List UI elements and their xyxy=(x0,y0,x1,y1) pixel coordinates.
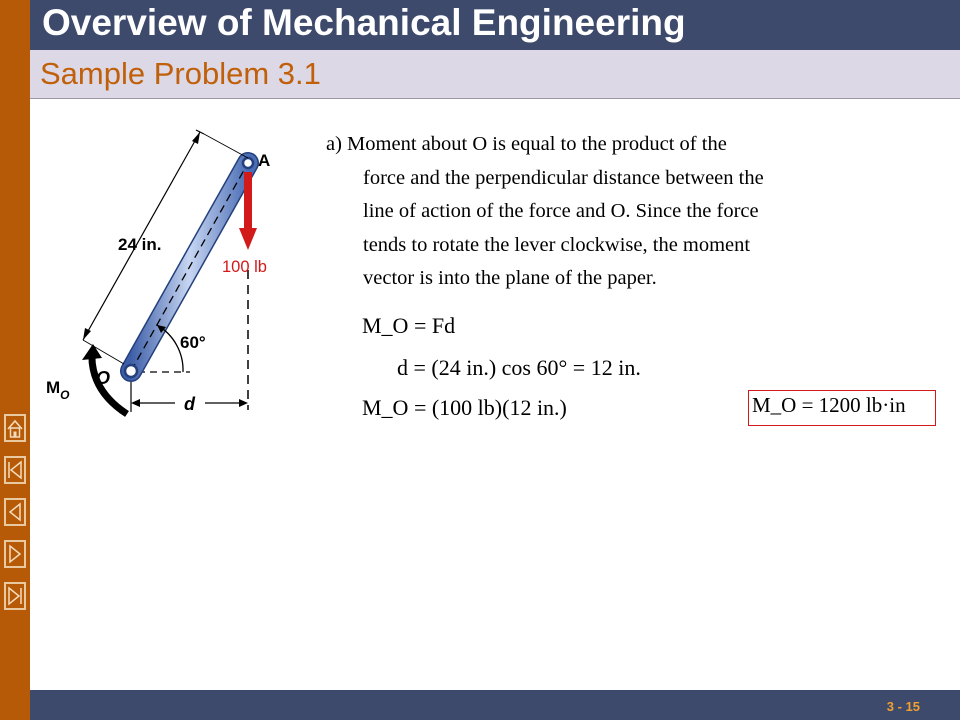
pin-a xyxy=(243,158,253,168)
last-slide-button[interactable] xyxy=(4,582,26,610)
equation-moment-values: M_O = (100 lb)(12 in.) xyxy=(362,395,567,420)
solution-line: force and the perpendicular distance between the xyxy=(363,166,764,189)
home-button[interactable] xyxy=(4,414,26,442)
length-label: 24 in. xyxy=(118,235,162,254)
label-a: A xyxy=(258,151,271,170)
next-slide-button[interactable] xyxy=(4,540,26,568)
slide-title: Overview of Mechanical Engineering xyxy=(42,2,686,43)
pin-o xyxy=(125,365,137,377)
first-slide-button[interactable] xyxy=(4,456,26,484)
label-d: d xyxy=(184,394,195,414)
solution-line: line of action of the force and O. Since the force xyxy=(363,200,759,222)
next-slide-icon xyxy=(6,542,24,566)
previous-slide-button[interactable] xyxy=(4,498,26,526)
equation-moment-definition: M_O = Fd xyxy=(362,313,456,338)
footer-bar xyxy=(30,690,960,720)
solution-text xyxy=(326,128,906,296)
home-icon xyxy=(6,416,24,440)
solution-line: vector is into the plane of the paper. xyxy=(363,267,657,289)
solution-line: tends to rotate the lever clockwise, the moment xyxy=(363,233,751,256)
page-number: 3 - 15 xyxy=(886,699,920,714)
last-slide-icon xyxy=(6,584,24,608)
label-o: O xyxy=(96,368,111,388)
slide-subtitle: Sample Problem 3.1 xyxy=(40,56,321,91)
lever-figure xyxy=(40,120,300,425)
force-label: 100 lb xyxy=(222,258,267,276)
first-slide-icon xyxy=(6,458,24,482)
previous-slide-icon xyxy=(6,500,24,524)
equation-result: M_O = 1200 lb·in xyxy=(752,393,906,417)
angle-label: 60° xyxy=(180,333,206,352)
equation-distance: d = (24 in.) cos 60° = 12 in. xyxy=(397,355,641,380)
solution-line: a) Moment about O is equal to the product of the xyxy=(326,133,727,155)
moment-label: $M_O$ xyxy=(46,378,70,402)
